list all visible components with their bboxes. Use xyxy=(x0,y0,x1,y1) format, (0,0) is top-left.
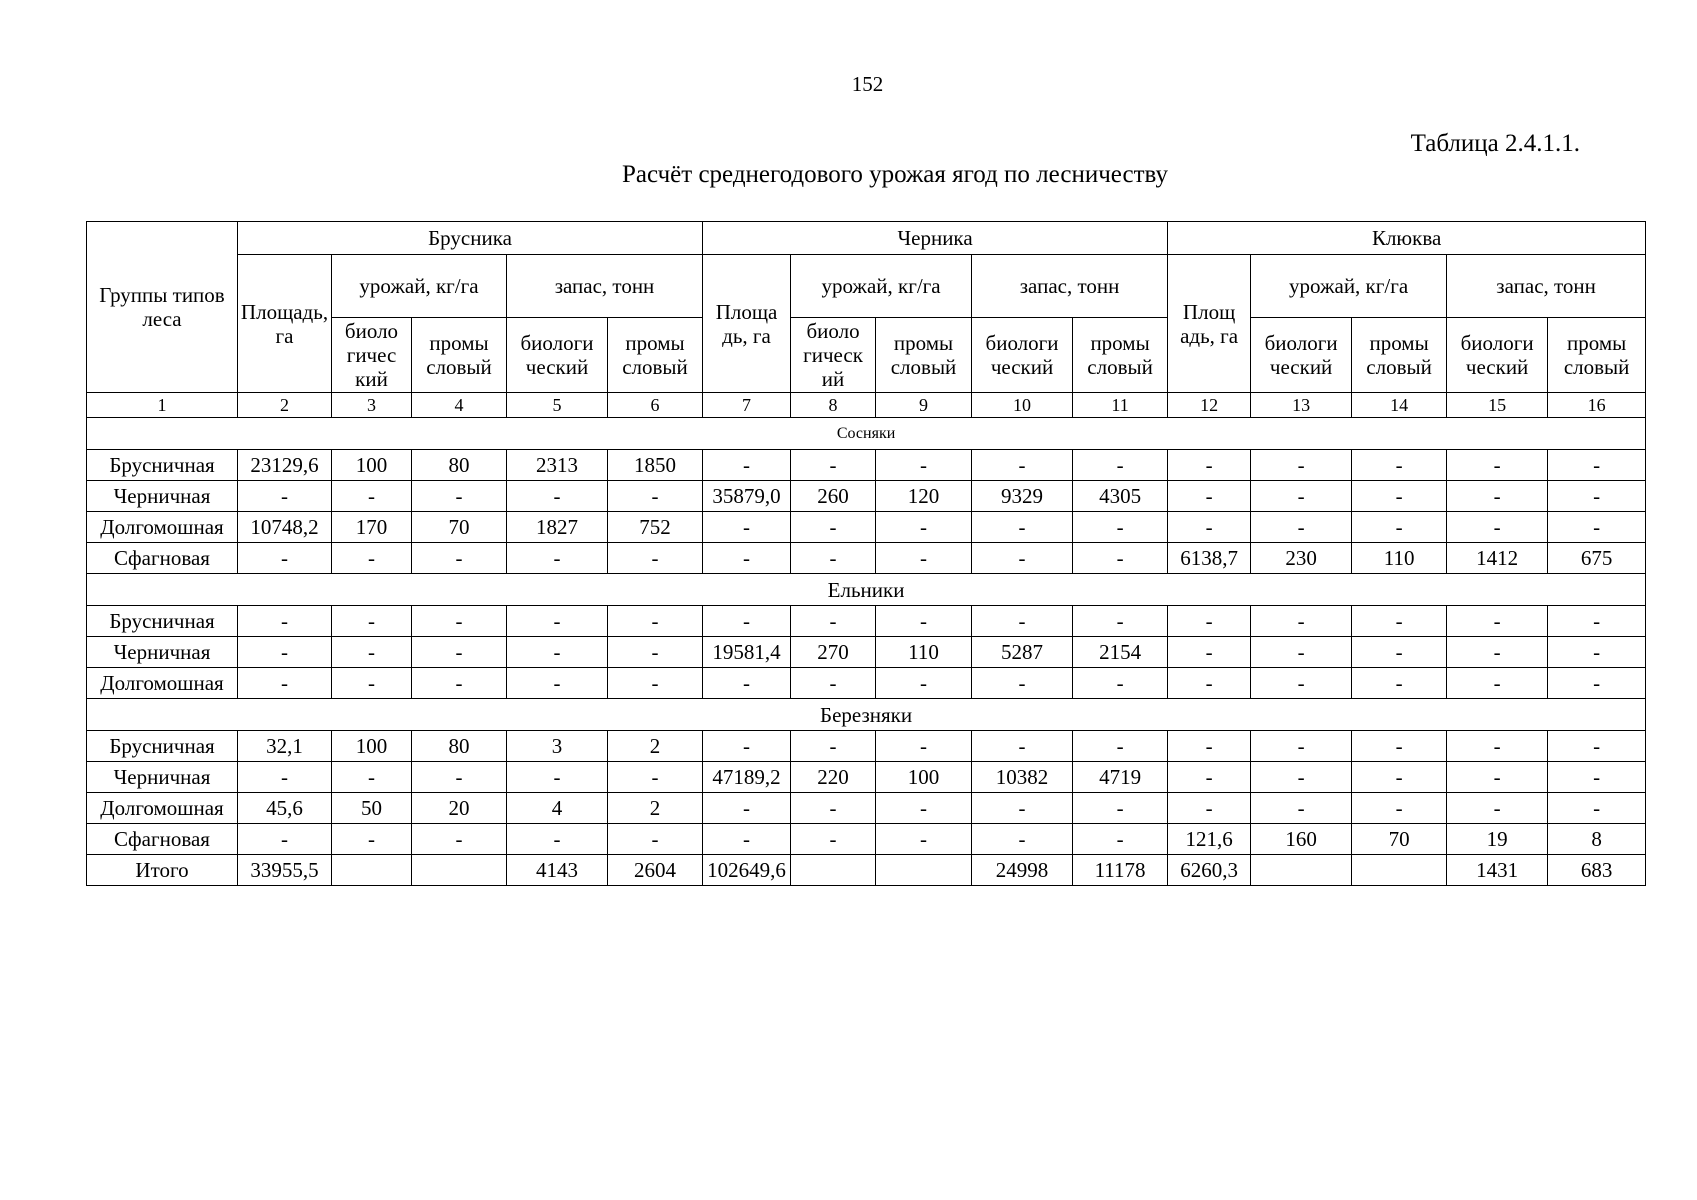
table-cell: 100 xyxy=(332,450,412,481)
table-cell: - xyxy=(412,606,507,637)
table-cell: - xyxy=(1447,512,1548,543)
table-cell: - xyxy=(332,762,412,793)
table-cell: - xyxy=(703,824,791,855)
table-cell: - xyxy=(1168,606,1251,637)
table-cell: - xyxy=(1352,637,1447,668)
column-numbers-row xyxy=(87,393,1646,418)
table-cell: - xyxy=(1548,637,1646,668)
table-cell: - xyxy=(238,824,332,855)
table-cell: - xyxy=(972,731,1073,762)
table-cell: - xyxy=(608,824,703,855)
table-cell: - xyxy=(1073,512,1168,543)
table-cell: - xyxy=(791,793,876,824)
table-cell: 121,6 xyxy=(1168,824,1251,855)
table-cell: 260 xyxy=(791,481,876,512)
table-cell: - xyxy=(791,543,876,574)
table-cell: - xyxy=(1168,668,1251,699)
column-number: 5 xyxy=(507,393,608,418)
table-cell: - xyxy=(791,731,876,762)
column-number: 13 xyxy=(1251,393,1352,418)
header-sub: промы словый xyxy=(412,318,507,393)
table-cell: - xyxy=(876,450,972,481)
table-cell: - xyxy=(703,668,791,699)
total-cell: 102649,6 xyxy=(703,855,791,886)
table-cell: 80 xyxy=(412,731,507,762)
table-cell: - xyxy=(1548,668,1646,699)
table-cell: - xyxy=(876,824,972,855)
table-cell: - xyxy=(507,606,608,637)
total-row xyxy=(87,855,1646,886)
table-cell: - xyxy=(332,481,412,512)
total-cell xyxy=(412,855,507,886)
table-cell: - xyxy=(1251,762,1352,793)
header-yield: урожай, кг/га xyxy=(1251,255,1447,318)
table-cell: 19 xyxy=(1447,824,1548,855)
column-number: 10 xyxy=(972,393,1073,418)
header-sub: промы словый xyxy=(1073,318,1168,393)
forest-type: Брусничная xyxy=(87,606,238,637)
forest-type: Черничная xyxy=(87,762,238,793)
table-row xyxy=(87,824,1646,855)
table-cell: - xyxy=(412,824,507,855)
table-cell: - xyxy=(1073,606,1168,637)
table-cell: 4305 xyxy=(1073,481,1168,512)
table-row xyxy=(87,668,1646,699)
table-cell: - xyxy=(608,481,703,512)
table-cell: - xyxy=(1352,450,1447,481)
table-cell: - xyxy=(703,606,791,637)
table-cell: - xyxy=(876,668,972,699)
column-number: 11 xyxy=(1073,393,1168,418)
table-cell: 20 xyxy=(412,793,507,824)
table-cell: - xyxy=(1251,793,1352,824)
table-cell: - xyxy=(238,762,332,793)
column-number: 15 xyxy=(1447,393,1548,418)
table-cell: - xyxy=(238,543,332,574)
header-sub: промы словый xyxy=(1352,318,1447,393)
column-number: 6 xyxy=(608,393,703,418)
table-row xyxy=(87,793,1646,824)
table-cell: - xyxy=(412,481,507,512)
table-cell: - xyxy=(412,762,507,793)
header-row-measures xyxy=(87,255,1646,318)
table-cell: 1412 xyxy=(1447,543,1548,574)
section-row xyxy=(87,418,1646,450)
table-cell: - xyxy=(507,668,608,699)
table-row xyxy=(87,481,1646,512)
table-cell: - xyxy=(876,512,972,543)
total-cell: 2604 xyxy=(608,855,703,886)
total-cell: 24998 xyxy=(972,855,1073,886)
table-cell: - xyxy=(876,543,972,574)
table-cell: - xyxy=(1251,512,1352,543)
table-cell: - xyxy=(332,606,412,637)
table-cell: - xyxy=(238,637,332,668)
table-cell: 100 xyxy=(876,762,972,793)
column-number: 3 xyxy=(332,393,412,418)
table-cell: 45,6 xyxy=(238,793,332,824)
header-group: Группы типов леса xyxy=(87,222,238,393)
table-cell: - xyxy=(1251,731,1352,762)
section-title: Березняки xyxy=(87,699,1646,731)
table-cell: 70 xyxy=(412,512,507,543)
table-cell: - xyxy=(332,824,412,855)
column-number: 14 xyxy=(1352,393,1447,418)
table-cell: 10748,2 xyxy=(238,512,332,543)
table-cell: - xyxy=(608,668,703,699)
table-cell: - xyxy=(507,543,608,574)
table-cell: 160 xyxy=(1251,824,1352,855)
column-number: 2 xyxy=(238,393,332,418)
table-cell: 35879,0 xyxy=(703,481,791,512)
table-row xyxy=(87,731,1646,762)
table-cell: - xyxy=(1548,481,1646,512)
table-cell: 80 xyxy=(412,450,507,481)
table-cell: 270 xyxy=(791,637,876,668)
table-cell: - xyxy=(238,481,332,512)
header-sub: биоло гическ ий xyxy=(791,318,876,393)
table-cell: - xyxy=(972,824,1073,855)
total-cell xyxy=(1251,855,1352,886)
total-cell xyxy=(1352,855,1447,886)
forest-type: Долгомошная xyxy=(87,668,238,699)
forest-type: Долгомошная xyxy=(87,512,238,543)
table-cell: 9329 xyxy=(972,481,1073,512)
table-cell: - xyxy=(703,450,791,481)
total-cell: 33955,5 xyxy=(238,855,332,886)
total-cell: 11178 xyxy=(1073,855,1168,886)
header-berry-cranberry: Клюква xyxy=(1168,222,1646,255)
forest-type: Сфагновая xyxy=(87,543,238,574)
table-cell: 230 xyxy=(1251,543,1352,574)
table-cell: - xyxy=(608,606,703,637)
table-row xyxy=(87,512,1646,543)
table-cell: 4 xyxy=(507,793,608,824)
table-cell: - xyxy=(1073,793,1168,824)
table-cell: 1827 xyxy=(507,512,608,543)
table-cell: - xyxy=(1073,668,1168,699)
header-sub: промы словый xyxy=(608,318,703,393)
table-cell: 1850 xyxy=(608,450,703,481)
table-row xyxy=(87,450,1646,481)
total-cell: 1431 xyxy=(1447,855,1548,886)
table-cell: - xyxy=(507,481,608,512)
table-cell: 220 xyxy=(791,762,876,793)
column-number: 16 xyxy=(1548,393,1646,418)
header-stock: запас, тонн xyxy=(507,255,703,318)
table-row xyxy=(87,543,1646,574)
table-cell: - xyxy=(703,543,791,574)
table-cell: - xyxy=(972,450,1073,481)
column-number: 8 xyxy=(791,393,876,418)
table-cell: - xyxy=(1073,731,1168,762)
table-row xyxy=(87,762,1646,793)
header-sub: биологи ческий xyxy=(1251,318,1352,393)
table-cell: 47189,2 xyxy=(703,762,791,793)
table-cell: - xyxy=(332,637,412,668)
total-cell xyxy=(332,855,412,886)
table-cell: - xyxy=(972,606,1073,637)
table-cell: 110 xyxy=(876,637,972,668)
table-cell: - xyxy=(972,668,1073,699)
forest-type: Черничная xyxy=(87,637,238,668)
table-cell: - xyxy=(1548,512,1646,543)
section-row xyxy=(87,699,1646,731)
table-cell: - xyxy=(1251,481,1352,512)
table-cell: - xyxy=(1447,793,1548,824)
section-title: Ельники xyxy=(87,574,1646,606)
table-cell: - xyxy=(608,543,703,574)
table-cell: - xyxy=(1447,762,1548,793)
table-cell: - xyxy=(412,668,507,699)
table-cell: - xyxy=(1251,637,1352,668)
table-cell: - xyxy=(972,793,1073,824)
table-cell: 2 xyxy=(608,731,703,762)
table-cell: - xyxy=(1447,668,1548,699)
total-cell xyxy=(876,855,972,886)
forest-type: Сфагновая xyxy=(87,824,238,855)
table-cell: - xyxy=(1073,824,1168,855)
table-cell: - xyxy=(1447,450,1548,481)
table-cell: - xyxy=(1447,606,1548,637)
table-cell: - xyxy=(1352,731,1447,762)
table-cell: - xyxy=(876,793,972,824)
table-cell: - xyxy=(332,543,412,574)
table-cell: - xyxy=(876,731,972,762)
table-cell: 23129,6 xyxy=(238,450,332,481)
table-cell: 2 xyxy=(608,793,703,824)
total-cell: 4143 xyxy=(507,855,608,886)
table-cell: - xyxy=(791,606,876,637)
table-cell: - xyxy=(1168,637,1251,668)
header-berry-lingonberry: Брусника xyxy=(238,222,703,255)
table-cell: 2313 xyxy=(507,450,608,481)
table-cell: - xyxy=(791,512,876,543)
table-title: Расчёт среднегодового урожая ягод по лесничеству xyxy=(622,161,1168,188)
header-stock: запас, тонн xyxy=(1447,255,1646,318)
table-cell: 100 xyxy=(332,731,412,762)
table-cell: - xyxy=(703,793,791,824)
header-row-berries xyxy=(87,222,1646,255)
table-cell: - xyxy=(507,637,608,668)
table-cell: 2154 xyxy=(1073,637,1168,668)
table-cell: - xyxy=(1447,731,1548,762)
column-number: 9 xyxy=(876,393,972,418)
table-cell: - xyxy=(791,824,876,855)
table-cell: - xyxy=(507,824,608,855)
table-cell: - xyxy=(1548,450,1646,481)
table-cell: - xyxy=(703,731,791,762)
table-cell: - xyxy=(1168,793,1251,824)
berry-yield-table xyxy=(86,221,1646,886)
table-cell: - xyxy=(412,637,507,668)
header-sub: биологи ческий xyxy=(1447,318,1548,393)
table-cell: 752 xyxy=(608,512,703,543)
table-cell: 10382 xyxy=(972,762,1073,793)
table-cell: 170 xyxy=(332,512,412,543)
header-area: Площа дь, га xyxy=(703,255,791,393)
table-cell: - xyxy=(1168,450,1251,481)
table-cell: - xyxy=(1447,637,1548,668)
total-cell: 683 xyxy=(1548,855,1646,886)
column-number: 7 xyxy=(703,393,791,418)
table-cell: 3 xyxy=(507,731,608,762)
table-cell: 6138,7 xyxy=(1168,543,1251,574)
table-cell: - xyxy=(332,668,412,699)
header-sub: биоло гичес кий xyxy=(332,318,412,393)
table-cell: - xyxy=(791,450,876,481)
table-cell: - xyxy=(1352,512,1447,543)
table-cell: - xyxy=(876,606,972,637)
table-cell: - xyxy=(507,762,608,793)
table-cell: - xyxy=(1251,450,1352,481)
table-cell: - xyxy=(412,543,507,574)
column-number: 12 xyxy=(1168,393,1251,418)
table-cell: - xyxy=(238,668,332,699)
table-cell: - xyxy=(1073,450,1168,481)
header-sub: промы словый xyxy=(876,318,972,393)
table-cell: - xyxy=(1548,762,1646,793)
table-cell: 32,1 xyxy=(238,731,332,762)
table-cell: - xyxy=(1251,606,1352,637)
forest-type: Брусничная xyxy=(87,731,238,762)
table-cell: - xyxy=(1548,731,1646,762)
table-row xyxy=(87,637,1646,668)
table-cell: 675 xyxy=(1548,543,1646,574)
table-cell: - xyxy=(1352,668,1447,699)
header-sub: промы словый xyxy=(1548,318,1646,393)
total-cell xyxy=(791,855,876,886)
table-cell: - xyxy=(972,512,1073,543)
section-title: Сосняки xyxy=(87,418,1646,450)
table-cell: 19581,4 xyxy=(703,637,791,668)
table-cell: - xyxy=(972,543,1073,574)
page-number: 152 xyxy=(851,72,884,96)
header-stock: запас, тонн xyxy=(972,255,1168,318)
table-cell: - xyxy=(1352,481,1447,512)
total-label: Итого xyxy=(87,855,238,886)
forest-type: Черничная xyxy=(87,481,238,512)
header-berry-blueberry: Черника xyxy=(703,222,1168,255)
table-cell: - xyxy=(1352,793,1447,824)
header-area: Площадь, га xyxy=(238,255,332,393)
table-cell: - xyxy=(1168,512,1251,543)
table-cell: - xyxy=(1168,731,1251,762)
table-cell: - xyxy=(1548,793,1646,824)
table-cell: - xyxy=(1168,762,1251,793)
table-cell: - xyxy=(1447,481,1548,512)
header-area: Площ адь, га xyxy=(1168,255,1251,393)
table-cell: - xyxy=(1251,668,1352,699)
table-cell: - xyxy=(238,606,332,637)
table-cell: - xyxy=(1073,543,1168,574)
table-cell: 4719 xyxy=(1073,762,1168,793)
table-cell: 8 xyxy=(1548,824,1646,855)
table-cell: - xyxy=(608,637,703,668)
table-cell: 70 xyxy=(1352,824,1447,855)
table-cell: 120 xyxy=(876,481,972,512)
column-number: 4 xyxy=(412,393,507,418)
table-cell: - xyxy=(1168,481,1251,512)
table-cell: - xyxy=(1352,606,1447,637)
header-sub: биологи ческий xyxy=(507,318,608,393)
table-cell: - xyxy=(1548,606,1646,637)
table-cell: - xyxy=(1352,762,1447,793)
table-cell: 50 xyxy=(332,793,412,824)
total-cell: 6260,3 xyxy=(1168,855,1251,886)
table-cell: 5287 xyxy=(972,637,1073,668)
table-cell: - xyxy=(608,762,703,793)
table-cell: - xyxy=(791,668,876,699)
forest-type: Долгомошная xyxy=(87,793,238,824)
table-cell: 110 xyxy=(1352,543,1447,574)
table-label: Таблица 2.4.1.1. xyxy=(1410,130,1580,157)
section-row xyxy=(87,574,1646,606)
header-sub: биологи ческий xyxy=(972,318,1073,393)
header-yield: урожай, кг/га xyxy=(791,255,972,318)
table-cell: - xyxy=(703,512,791,543)
forest-type: Брусничная xyxy=(87,450,238,481)
header-yield: урожай, кг/га xyxy=(332,255,507,318)
column-number: 1 xyxy=(87,393,238,418)
table-row xyxy=(87,606,1646,637)
